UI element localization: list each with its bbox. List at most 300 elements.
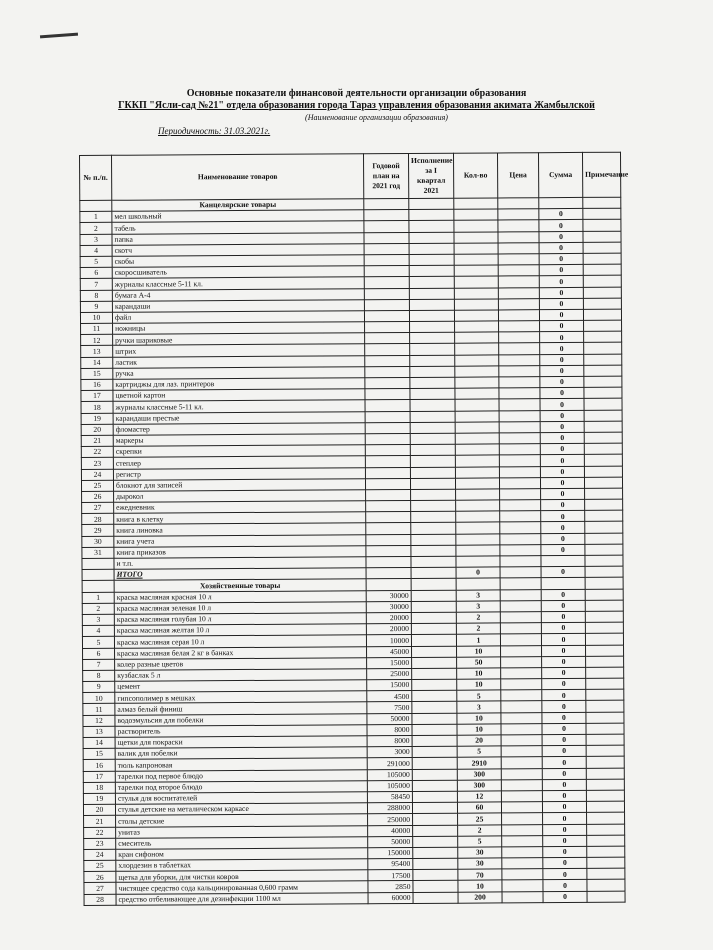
price xyxy=(499,421,540,432)
annual-plan xyxy=(364,288,409,299)
note xyxy=(587,846,625,857)
quantity: 10 xyxy=(457,724,501,735)
note xyxy=(584,477,622,488)
execution-q1 xyxy=(412,690,457,701)
execution-q1 xyxy=(409,288,454,299)
item-name: кран сифоном xyxy=(116,848,368,861)
price xyxy=(498,209,539,220)
sum: 0 xyxy=(542,734,586,745)
item-name: краска масляная красная 10 л xyxy=(114,590,366,603)
annual-plan xyxy=(366,523,411,534)
execution-q1 xyxy=(411,489,456,500)
quantity: 10 xyxy=(457,645,501,656)
row-number: 18 xyxy=(81,402,113,413)
note xyxy=(583,220,621,231)
annual-plan: 10000 xyxy=(366,635,411,646)
item-name: книга учета xyxy=(114,534,366,547)
note xyxy=(586,801,624,812)
price xyxy=(498,220,539,231)
item-name: краска масляная голубая 10 л xyxy=(114,613,366,626)
item-name: штрих xyxy=(113,344,365,357)
annual-plan: 7500 xyxy=(367,702,412,713)
note xyxy=(583,298,621,309)
sum: 0 xyxy=(542,701,586,712)
quantity xyxy=(454,276,498,287)
note xyxy=(584,354,622,365)
note xyxy=(586,689,624,700)
section-title: Канцелярские товары xyxy=(112,199,364,212)
note xyxy=(586,790,624,801)
empty-cell xyxy=(500,567,541,578)
sum xyxy=(541,555,585,566)
empty-cell xyxy=(366,568,411,579)
item-name: столы детские xyxy=(116,814,368,827)
item-name: кузбаслак 5 л xyxy=(115,669,367,682)
note xyxy=(584,365,622,376)
item-name: чистящее средство сода кальцинированная 0,600 грамм xyxy=(116,881,368,894)
price xyxy=(498,254,539,265)
item-name: скрепки xyxy=(113,445,365,458)
row-number: 22 xyxy=(81,446,113,457)
note xyxy=(584,454,622,465)
row-number xyxy=(82,558,114,569)
annual-plan: 3000 xyxy=(367,747,412,758)
annual-plan xyxy=(365,400,410,411)
sum: 0 xyxy=(542,757,586,768)
quantity xyxy=(454,232,498,243)
col-header-exec: Исполнение за I квартал 2021 xyxy=(408,153,453,198)
note xyxy=(584,466,622,477)
quantity: 60 xyxy=(457,802,501,813)
execution-q1 xyxy=(412,724,457,735)
execution-q1 xyxy=(409,254,454,265)
quantity xyxy=(455,377,499,388)
scan-mark xyxy=(40,33,78,39)
price xyxy=(499,455,540,466)
row-number: 15 xyxy=(81,368,113,379)
item-name: краска масляная зеленая 10 л xyxy=(114,602,366,615)
execution-q1 xyxy=(412,679,457,690)
quantity: 20 xyxy=(457,735,501,746)
annual-plan: 30000 xyxy=(366,601,411,612)
item-name: книга в клетку xyxy=(114,512,366,525)
item-name: средство отбеливающее для дезинфекции 1100 мл xyxy=(116,892,368,905)
row-number: 3 xyxy=(80,234,112,245)
execution-q1 xyxy=(413,825,458,836)
note xyxy=(585,499,623,510)
price xyxy=(499,477,540,488)
sum: 0 xyxy=(540,432,584,443)
price xyxy=(498,265,539,276)
note xyxy=(586,645,624,656)
row-number: 8 xyxy=(80,290,112,301)
price xyxy=(500,544,541,555)
row-number: 4 xyxy=(80,245,112,256)
note xyxy=(583,276,621,287)
annual-plan: 291000 xyxy=(367,758,412,769)
row-number: 2 xyxy=(82,603,114,614)
quantity xyxy=(454,209,498,220)
empty-cell xyxy=(411,579,456,590)
total-sum: 0 xyxy=(541,567,585,578)
price xyxy=(500,589,541,600)
annual-plan: 58450 xyxy=(367,791,412,802)
note xyxy=(586,745,624,756)
note xyxy=(586,701,624,712)
note xyxy=(583,287,621,298)
execution-q1 xyxy=(410,411,455,422)
note xyxy=(585,633,623,644)
quantity xyxy=(455,332,499,343)
item-name: цемент xyxy=(115,680,367,693)
annual-plan xyxy=(366,489,411,500)
section-blank-cell xyxy=(80,200,112,211)
row-number: 28 xyxy=(82,514,114,525)
sum: 0 xyxy=(543,835,587,846)
annual-plan xyxy=(364,243,409,254)
price xyxy=(502,847,543,858)
sum: 0 xyxy=(542,802,586,813)
annual-plan xyxy=(365,478,410,489)
annual-plan: 40000 xyxy=(368,825,413,836)
price xyxy=(500,600,541,611)
quantity: 10 xyxy=(457,713,501,724)
quantity xyxy=(454,265,498,276)
execution-q1 xyxy=(411,590,456,601)
annual-plan: 4500 xyxy=(367,691,412,702)
sum: 0 xyxy=(539,220,583,231)
sum: 0 xyxy=(540,444,584,455)
execution-q1 xyxy=(409,232,454,243)
annual-plan: 105000 xyxy=(367,780,412,791)
execution-q1 xyxy=(410,377,455,388)
execution-q1 xyxy=(413,836,458,847)
col-header-qty: Кол-во xyxy=(453,153,497,198)
execution-q1 xyxy=(410,467,455,478)
quantity xyxy=(454,287,498,298)
execution-q1 xyxy=(412,758,457,769)
note xyxy=(587,880,625,891)
annual-plan: 8000 xyxy=(367,735,412,746)
execution-q1 xyxy=(413,869,458,880)
note xyxy=(585,622,623,633)
note xyxy=(585,544,623,555)
execution-q1 xyxy=(410,456,455,467)
sum: 0 xyxy=(542,790,586,801)
price xyxy=(499,332,540,343)
annual-plan: 50000 xyxy=(368,836,413,847)
row-number: 17 xyxy=(83,771,115,782)
item-name: файл xyxy=(112,311,364,324)
price xyxy=(500,511,541,522)
row-number: 11 xyxy=(83,704,115,715)
empty-cell xyxy=(539,197,583,208)
execution-q1 xyxy=(413,858,458,869)
quantity: 12 xyxy=(457,791,501,802)
quantity: 300 xyxy=(457,768,501,779)
price xyxy=(498,231,539,242)
price xyxy=(501,723,542,734)
row-number: 17 xyxy=(81,390,113,401)
quantity: 30 xyxy=(458,858,502,869)
sum: 0 xyxy=(542,723,586,734)
empty-cell xyxy=(541,578,585,589)
annual-plan xyxy=(364,232,409,243)
quantity xyxy=(455,422,499,433)
execution-q1 xyxy=(412,668,457,679)
quantity xyxy=(454,254,498,265)
sum: 0 xyxy=(539,298,583,309)
item-name: хлордезин в таблетках xyxy=(116,859,368,872)
financial-table xyxy=(79,152,629,906)
item-name: журналы классные 5-11 кл. xyxy=(113,400,365,413)
row-number: 30 xyxy=(82,536,114,547)
note xyxy=(584,421,622,432)
row-number: 4 xyxy=(82,625,114,636)
price xyxy=(498,298,539,309)
quantity xyxy=(455,444,499,455)
sum: 0 xyxy=(543,846,587,857)
sum: 0 xyxy=(541,623,585,634)
quantity xyxy=(456,511,500,522)
execution-q1 xyxy=(413,814,458,825)
quantity xyxy=(455,321,499,332)
row-number: 21 xyxy=(84,816,116,827)
annual-plan xyxy=(364,299,409,310)
execution-q1 xyxy=(411,534,456,545)
note xyxy=(586,667,624,678)
price xyxy=(499,354,540,365)
annual-plan: 50000 xyxy=(367,713,412,724)
price xyxy=(500,522,541,533)
row-number: 21 xyxy=(81,435,113,446)
sum: 0 xyxy=(540,410,584,421)
price xyxy=(501,679,542,690)
note xyxy=(586,779,624,790)
price xyxy=(502,824,543,835)
table-header-row xyxy=(80,152,621,200)
quantity xyxy=(455,399,499,410)
row-number: 26 xyxy=(82,491,114,502)
empty-cell xyxy=(364,198,409,209)
annual-plan xyxy=(365,422,410,433)
sum: 0 xyxy=(541,499,585,510)
annual-plan xyxy=(365,445,410,456)
annual-plan: 150000 xyxy=(368,847,413,858)
item-name: папка xyxy=(112,232,364,245)
row-number: 14 xyxy=(83,737,115,748)
empty-cell xyxy=(583,197,621,208)
quantity: 2 xyxy=(458,824,502,835)
note xyxy=(586,723,624,734)
sum: 0 xyxy=(541,589,585,600)
quantity: 5 xyxy=(457,690,501,701)
annual-plan xyxy=(365,344,410,355)
quantity xyxy=(456,534,500,545)
quantity xyxy=(456,522,500,533)
price xyxy=(500,634,541,645)
sum: 0 xyxy=(542,645,586,656)
annual-plan: 95400 xyxy=(368,859,413,870)
note xyxy=(585,510,623,521)
annual-plan xyxy=(365,389,410,400)
sum: 0 xyxy=(540,466,584,477)
row-number: 8 xyxy=(83,670,115,681)
annual-plan: 15000 xyxy=(367,680,412,691)
note xyxy=(584,343,622,354)
annual-plan: 250000 xyxy=(368,814,413,825)
annual-plan: 60000 xyxy=(368,892,413,903)
note xyxy=(586,734,624,745)
execution-q1 xyxy=(411,601,456,612)
sum: 0 xyxy=(542,667,586,678)
execution-q1 xyxy=(412,802,457,813)
note xyxy=(583,208,621,219)
price xyxy=(501,656,542,667)
execution-q1 xyxy=(410,388,455,399)
row-number: 7 xyxy=(83,659,115,670)
quantity xyxy=(455,366,499,377)
price xyxy=(501,645,542,656)
item-name: ножницы xyxy=(113,322,365,335)
quantity: 300 xyxy=(457,780,501,791)
item-name: тарелки под второе блюдо xyxy=(115,781,367,794)
price xyxy=(502,891,543,902)
total-quantity: 0 xyxy=(456,567,500,578)
execution-q1 xyxy=(409,277,454,288)
quantity: 2 xyxy=(456,623,500,634)
price xyxy=(498,287,539,298)
row-number: 10 xyxy=(80,312,112,323)
quantity: 30 xyxy=(458,847,502,858)
execution-q1 xyxy=(410,355,455,366)
row-number: 12 xyxy=(81,335,113,346)
annual-plan xyxy=(365,322,410,333)
sum: 0 xyxy=(543,857,587,868)
price xyxy=(499,466,540,477)
section-blank-cell xyxy=(82,581,114,592)
item-name: и т.п. xyxy=(114,557,366,570)
row-number: 2 xyxy=(80,223,112,234)
execution-q1 xyxy=(410,366,455,377)
quantity xyxy=(455,433,499,444)
row-number: 11 xyxy=(81,323,113,334)
quantity: 5 xyxy=(457,746,501,757)
note xyxy=(585,555,623,566)
sum: 0 xyxy=(540,376,584,387)
execution-q1 xyxy=(411,523,456,534)
sum: 0 xyxy=(543,813,587,824)
total-label: ИТОГО xyxy=(114,568,366,581)
item-name: щетки для покраски xyxy=(115,736,367,749)
execution-q1 xyxy=(411,635,456,646)
execution-q1 xyxy=(412,769,457,780)
quantity: 10 xyxy=(457,679,501,690)
row-number: 29 xyxy=(82,525,114,536)
price xyxy=(500,500,541,511)
sum: 0 xyxy=(541,511,585,522)
row-number: 31 xyxy=(82,547,114,558)
quantity xyxy=(455,466,499,477)
quantity: 3 xyxy=(457,701,501,712)
price xyxy=(501,757,542,768)
annual-plan: 2850 xyxy=(368,881,413,892)
sum: 0 xyxy=(542,656,586,667)
annual-plan: 20000 xyxy=(366,612,411,623)
col-header-price: Цена xyxy=(497,153,538,198)
item-name: стулья детские на металическом каркасе xyxy=(115,803,367,816)
sum: 0 xyxy=(541,544,585,555)
execution-q1 xyxy=(412,746,457,757)
sum: 0 xyxy=(539,309,583,320)
note xyxy=(583,253,621,264)
price xyxy=(499,444,540,455)
quantity xyxy=(456,500,500,511)
sum: 0 xyxy=(539,287,583,298)
quantity xyxy=(456,489,500,500)
quantity: 3 xyxy=(456,601,500,612)
quantity xyxy=(455,455,499,466)
sum: 0 xyxy=(539,242,583,253)
row-number: 13 xyxy=(81,346,113,357)
annual-plan xyxy=(365,355,410,366)
sum: 0 xyxy=(540,365,584,376)
quantity: 5 xyxy=(458,836,502,847)
execution-q1 xyxy=(412,646,457,657)
sum: 0 xyxy=(539,253,583,264)
annual-plan xyxy=(365,467,410,478)
quantity: 2910 xyxy=(457,757,501,768)
note xyxy=(584,399,622,410)
execution-q1 xyxy=(412,702,457,713)
execution-q1 xyxy=(410,332,455,343)
row-number: 3 xyxy=(82,614,114,625)
note xyxy=(583,231,621,242)
note xyxy=(584,410,622,421)
annual-plan xyxy=(365,366,410,377)
annual-plan xyxy=(364,221,409,232)
execution-q1 xyxy=(409,265,454,276)
item-name: ручки шариковые xyxy=(113,333,365,346)
item-name: скобы xyxy=(112,255,364,268)
empty-cell xyxy=(585,578,623,589)
sum: 0 xyxy=(542,690,586,701)
price xyxy=(499,366,540,377)
quantity xyxy=(455,478,499,489)
quantity: 10 xyxy=(457,668,501,679)
price xyxy=(499,343,540,354)
price xyxy=(499,399,540,410)
note xyxy=(586,656,624,667)
execution-q1 xyxy=(410,422,455,433)
sum: 0 xyxy=(540,343,584,354)
row-number: 24 xyxy=(81,469,113,480)
annual-plan xyxy=(364,210,409,221)
note xyxy=(587,824,625,835)
item-name: краска масляная белая 2 кг в банках xyxy=(115,646,367,659)
org-title: ГККП "Ясли-сад №21" отдела образования города Тараз управления образования акимата Жамбылской xyxy=(118,100,595,111)
item-name: скоросшиватель xyxy=(112,266,364,279)
org-caption: (Наименование организации образования) xyxy=(305,113,448,122)
row-number: 13 xyxy=(83,726,115,737)
note xyxy=(584,376,622,387)
note xyxy=(585,600,623,611)
annual-plan: 17500 xyxy=(368,870,413,881)
item-name: растворитель xyxy=(115,725,367,738)
sum: 0 xyxy=(540,421,584,432)
item-name: краска масляная серая 10 л xyxy=(114,635,366,648)
row-number: 23 xyxy=(81,458,113,469)
